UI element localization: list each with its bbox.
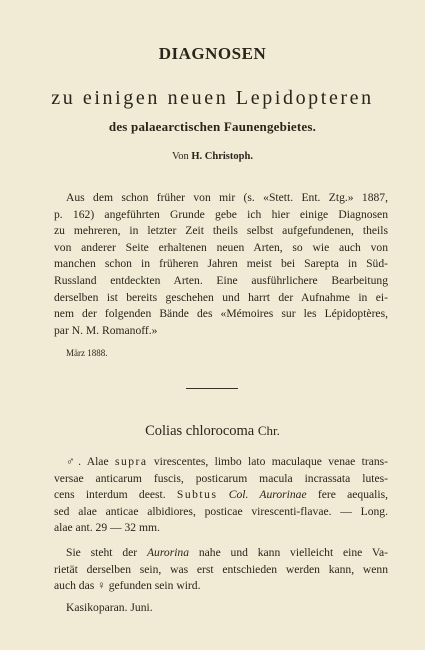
spaced-word: Subtus bbox=[176, 488, 218, 502]
remark-paragraph bbox=[54, 545, 388, 595]
text-run: cens interdum deest. bbox=[54, 488, 177, 502]
intro-line: derselben ist bereits geschehen und harrt der Aufnahme in ei- bbox=[54, 290, 388, 304]
text-run: ♂. Alae bbox=[66, 455, 115, 468]
intro-paragraph bbox=[54, 190, 388, 339]
species-author: Chr. bbox=[257, 423, 280, 438]
intro-line: zu mehreren, in letzter Zeit theils selbst aufgefundenen, theils bbox=[54, 224, 388, 238]
spaced-word: supra bbox=[114, 455, 148, 468]
intro-line: Aus dem schon früher von mir (s. «Stett. Ent. Ztg.» 1887, bbox=[66, 191, 388, 204]
diagnosis-line bbox=[54, 454, 388, 471]
intro-line: manchen schon in früheren Jahren meist bei Sarepta in Süd- bbox=[54, 257, 388, 271]
remark-line bbox=[54, 545, 388, 562]
diagnosis-paragraph bbox=[54, 454, 388, 537]
locality-line: Kasikoparan. Juni. bbox=[66, 601, 153, 614]
remark-line: rietät derselben sein, was erst entschieden werden kann, wenn bbox=[54, 562, 388, 576]
intro-line: par N. M. Romanoff.» bbox=[54, 323, 158, 337]
intro-line: von anderer Seite erhaltenen neuen Arten, so wie auch von bbox=[54, 240, 388, 254]
author-line bbox=[0, 151, 425, 162]
text-run bbox=[217, 488, 228, 501]
author-name: H. Christoph. bbox=[191, 151, 253, 162]
species-heading bbox=[0, 423, 425, 440]
author-prefix: Von bbox=[172, 151, 189, 162]
article-subtitle: zu einigen neuen Lepidopteren bbox=[51, 87, 374, 109]
intro-line: Russland entdeckten Arten. Eine ausführlichere Bearbeitung bbox=[54, 273, 388, 287]
text-run: fere aequalis, bbox=[306, 488, 388, 502]
italic-taxon: Aurorina bbox=[146, 546, 190, 559]
italic-taxon: Col. Aurorinae bbox=[228, 488, 307, 502]
section-divider bbox=[186, 388, 238, 389]
text-run: virescentes, limbo lato maculaque venae trans- bbox=[147, 455, 389, 468]
article-subtitle-region: des palaearctischen Faunengebietes. bbox=[108, 119, 317, 134]
species-name: Colias chlorocoma bbox=[145, 423, 255, 439]
text-run: nahe und kann vielleicht eine Va- bbox=[189, 546, 388, 559]
article-title: DIAGNOSEN bbox=[158, 44, 267, 63]
diagnosis-line: alae ant. 29 — 32 mm. bbox=[54, 521, 160, 535]
text-run: Sie steht der bbox=[66, 546, 147, 559]
remark-line: auch das ♀ gefunden sein wird. bbox=[54, 579, 201, 593]
diagnosis-line: versae anticarum fuscis, posticarum macula incrassata lutes- bbox=[54, 471, 388, 485]
intro-line: p. 162) angeführten Grunde gebe ich hier einige Diagnosen bbox=[54, 207, 388, 221]
diagnosis-line: sed alae anticae albidiores, posticae virescenti-flavae. — Long. bbox=[54, 504, 388, 518]
intro-line: nem der folgenden Bände des «Mémoires sur les Lépidoptères, bbox=[54, 307, 388, 321]
date-line: März 1888. bbox=[66, 348, 108, 358]
diagnosis-line bbox=[54, 487, 388, 504]
